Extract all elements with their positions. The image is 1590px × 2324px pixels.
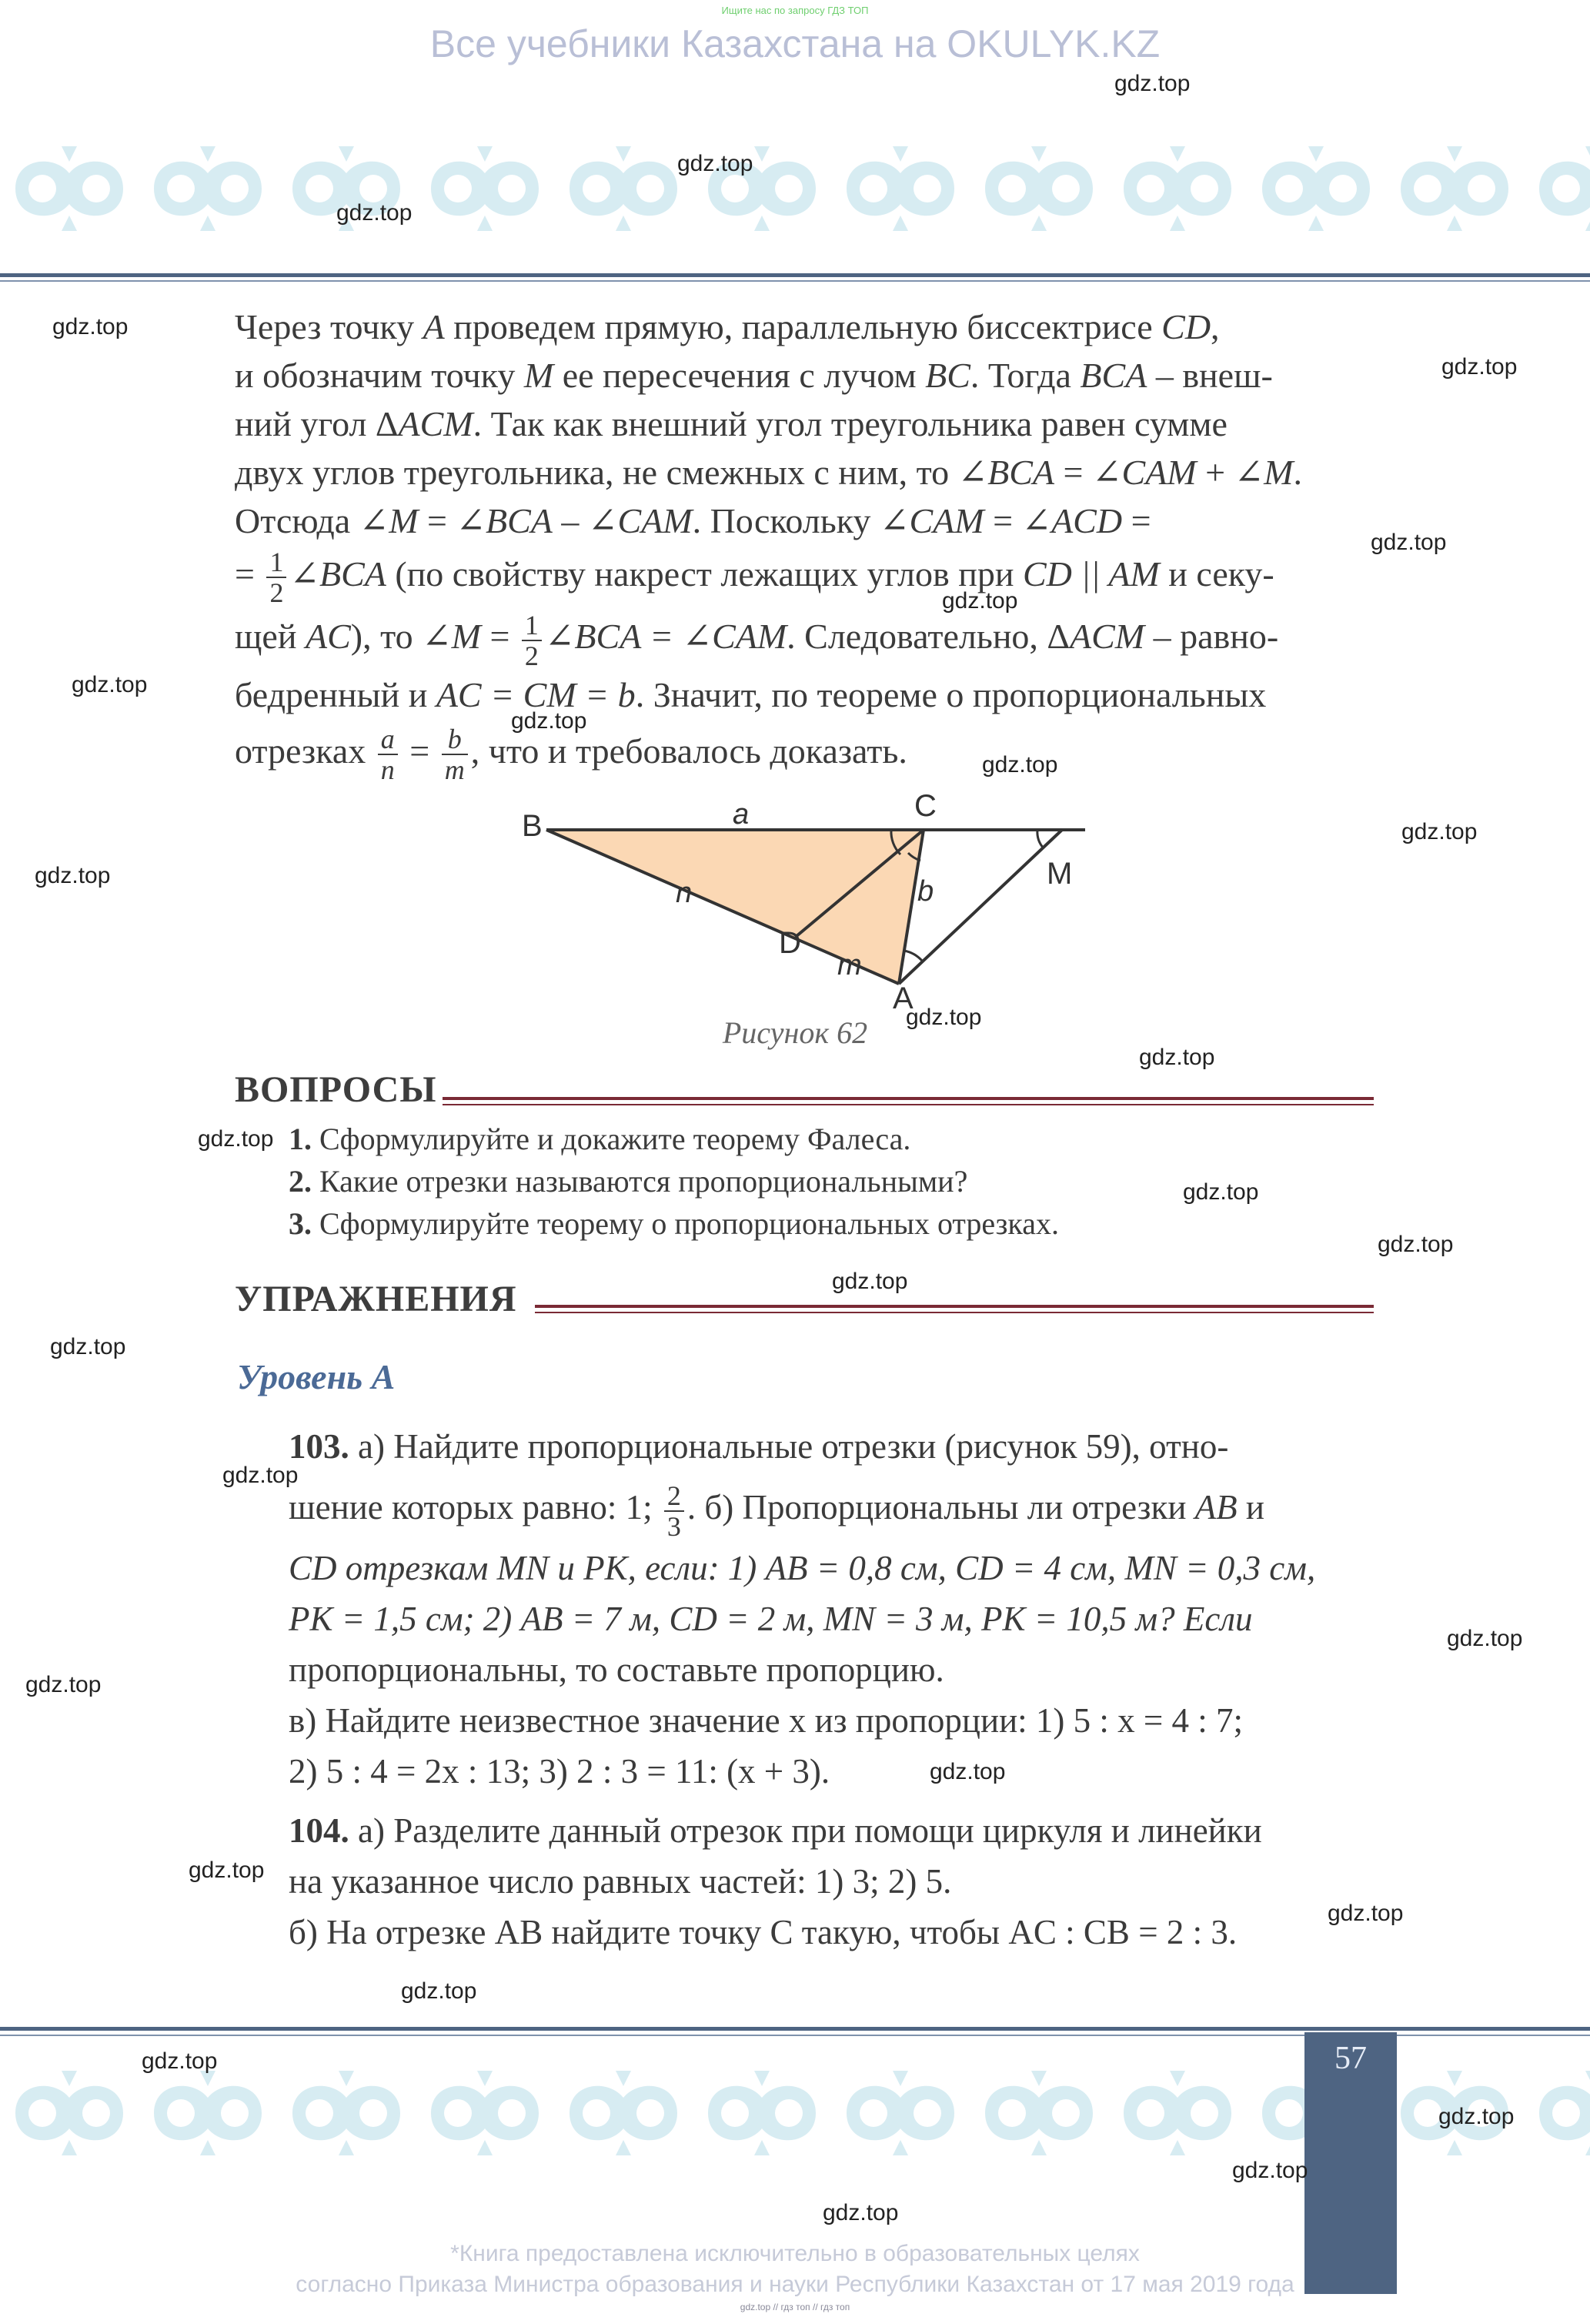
fraction-two-thirds: $\frac{2}{3}$ — [664, 1481, 684, 1541]
watermark: gdz.top — [930, 1759, 1006, 1784]
watermark: gdz.top — [823, 2200, 899, 2225]
exercise-103 — [289, 1421, 1374, 1797]
fraction-a-over-n: $\frac{a}{n}$ — [378, 724, 398, 784]
watermark: gdz.top — [336, 200, 413, 226]
exercises-title: УПРАЖНЕНИЯ — [235, 1279, 517, 1319]
footer-rule — [0, 2027, 1590, 2031]
footer-note-line-2: согласно Приказа Министра образования и науки Республики Казахстан от 17 мая 2019 года — [296, 2272, 1294, 2297]
exercise-103-line-1: 103. а) Найдите пропорциональные отрезки (рисунок 59), отно- — [289, 1427, 1229, 1466]
watermark: gdz.top — [1401, 819, 1478, 844]
questions-rule — [443, 1097, 1374, 1100]
watermark: gdz.top — [1441, 354, 1518, 380]
watermark: gdz.top — [222, 1463, 299, 1488]
label-a: A — [893, 981, 914, 1008]
proof-line-3: ний угол ΔACM. Так как внешний угол треугольника равен сумме — [235, 404, 1228, 443]
watermark: gdz.top — [1447, 1626, 1523, 1651]
watermark: gdz.top — [198, 1126, 274, 1152]
exercise-104-line-3: б) На отрезке AB найдите точку C такую, чтобы AC : CB = 2 : 3. — [289, 1913, 1238, 1951]
question-1: 1. Сформулируйте и докажите теорему Фалеса. — [289, 1122, 911, 1156]
ornament-pattern — [0, 139, 1590, 239]
watermark: gdz.top — [1328, 1901, 1404, 1926]
proof-paragraph — [235, 303, 1374, 784]
angle-mark-a — [904, 951, 922, 961]
figure-62 — [493, 785, 1124, 1008]
proof-line-2: и обозначим точку M ее пересечения с лучом BC. Тогда BCA – внеш- — [235, 356, 1273, 395]
watermark: gdz.top — [1371, 530, 1447, 555]
watermark: gdz.top — [1114, 71, 1191, 96]
watermark: gdz.top — [832, 1269, 908, 1294]
search-hint: Ищите нас по запросу ГДЗ ТОП — [721, 5, 869, 16]
level-a-heading: Уровень А — [237, 1357, 396, 1396]
questions-rule-thin — [443, 1104, 1374, 1105]
fraction-one-half-2: $\frac{1}{2}$ — [522, 610, 542, 670]
figure-caption: Рисунок 62 — [722, 1015, 868, 1050]
footer-note-line-1: *Книга предоставлена исключительно в образовательных целях — [450, 2241, 1140, 2266]
watermark: gdz.top — [982, 752, 1058, 777]
watermark: gdz.top — [1378, 1232, 1454, 1257]
exercise-103-line-5: пропорциональны, то составьте пропорцию. — [289, 1650, 944, 1689]
label-side-b: b — [917, 875, 934, 908]
label-b: B — [522, 809, 543, 843]
watermark: gdz.top — [1438, 2104, 1515, 2129]
header-rule-thin — [0, 280, 1590, 282]
watermark: gdz.top — [1183, 1179, 1259, 1205]
exercise-103-line-4: PK = 1,5 см; 2) AB = 7 м, CD = 2 м, MN = 3 м, PK = 10,5 м? Если — [289, 1600, 1253, 1638]
question-3: 3. Сформулируйте теорему о пропорциональных отрезках. — [289, 1206, 1060, 1241]
footer-links[interactable]: gdz.top // гдз топ // гдз топ — [740, 2302, 850, 2312]
questions-title: ВОПРОСЫ — [235, 1069, 437, 1110]
label-m: M — [1047, 857, 1073, 891]
proof-line-6: = $\frac{1}{2}$ ∠BCA (по свойству накрест лежащих углов при CD || AM и секу- — [235, 547, 1274, 609]
watermark: gdz.top — [677, 151, 753, 176]
watermark: gdz.top — [72, 672, 148, 697]
exercise-103-line-6: в) Найдите неизвестное значение x из пропорции: 1) 5 : x = 4 : 7; — [289, 1701, 1244, 1740]
exercise-103-line-3: CD отрезкам MN и PK, если: 1) AB = 0,8 см, CD = 4 см, MN = 0,3 см, — [289, 1549, 1316, 1587]
watermark: gdz.top — [52, 314, 129, 339]
label-side-m: m — [837, 949, 862, 981]
fraction-b-over-m: $\frac{b}{m}$ — [442, 724, 468, 784]
watermark: gdz.top — [906, 1005, 982, 1030]
proof-line-5: Отсюда ∠M = ∠BCA – ∠CAM. Поскольку ∠CAM = ∠ACD = — [235, 501, 1151, 540]
watermark: gdz.top — [50, 1334, 126, 1359]
exercise-104-line-1: 104. а) Разделите данный отрезок при помощи циркуля и линейки — [289, 1811, 1262, 1850]
site-title[interactable]: Все учебники Казахстана на OKULYK.KZ — [429, 22, 1161, 65]
top-ornament-band — [0, 139, 1590, 239]
watermark: gdz.top — [942, 588, 1018, 614]
proof-line-9: отрезках $\frac{a}{n}$ = $\frac{b}{m}$ , что и требовалось доказать. — [235, 724, 907, 786]
proof-line-1: Через точку A проведем прямую, параллельную биссектрисе CD, — [235, 307, 1220, 346]
exercise-103-line-7: 2) 5 : 4 = 2x : 13; 3) 2 : 3 = 11: (x + 3). — [289, 1752, 830, 1791]
watermark: gdz.top — [189, 1858, 265, 1883]
fraction-one-half: $\frac{1}{2}$ — [266, 547, 286, 607]
header-rule — [0, 273, 1590, 277]
label-side-n: n — [676, 877, 693, 909]
watermark: gdz.top — [1232, 2158, 1308, 2183]
exercises-rule — [535, 1305, 1374, 1308]
exercises-rule-thin — [535, 1312, 1374, 1313]
exercise-104-line-2: на указанное число равных частей: 1) 3; 2) 5. — [289, 1862, 952, 1901]
watermark: gdz.top — [142, 2048, 218, 2074]
proof-line-4: двух углов треугольника, не смежных с ним, то ∠BCA = ∠CAM + ∠M. — [235, 453, 1302, 492]
exercise-104 — [289, 1805, 1374, 1958]
angle-mark-m — [1037, 830, 1044, 848]
question-2: 2. Какие отрезки называются пропорциональными? — [289, 1164, 968, 1199]
exercise-103-line-2: шение которых равно: 1; $\frac{2}{3}$ . б) Пропорциональны ли отрезки AB и — [289, 1480, 1264, 1542]
proof-line-7: щей AC), то ∠M = $\frac{1}{2}$ ∠BCA = ∠CAM. Следовательно, ΔACM – равно- — [235, 609, 1279, 671]
label-side-a: a — [733, 798, 750, 831]
label-c: C — [914, 789, 937, 823]
proof-line-8: бедренный и AC = CM = b. Значит, по теореме о пропорциональных — [235, 674, 1267, 714]
watermark: gdz.top — [1139, 1045, 1215, 1070]
watermark: gdz.top — [401, 1978, 477, 2004]
watermark: gdz.top — [35, 863, 111, 888]
label-d: D — [779, 926, 801, 960]
page-number: 57 — [1334, 2041, 1367, 2076]
watermark: gdz.top — [511, 708, 587, 734]
watermark: gdz.top — [25, 1672, 102, 1697]
